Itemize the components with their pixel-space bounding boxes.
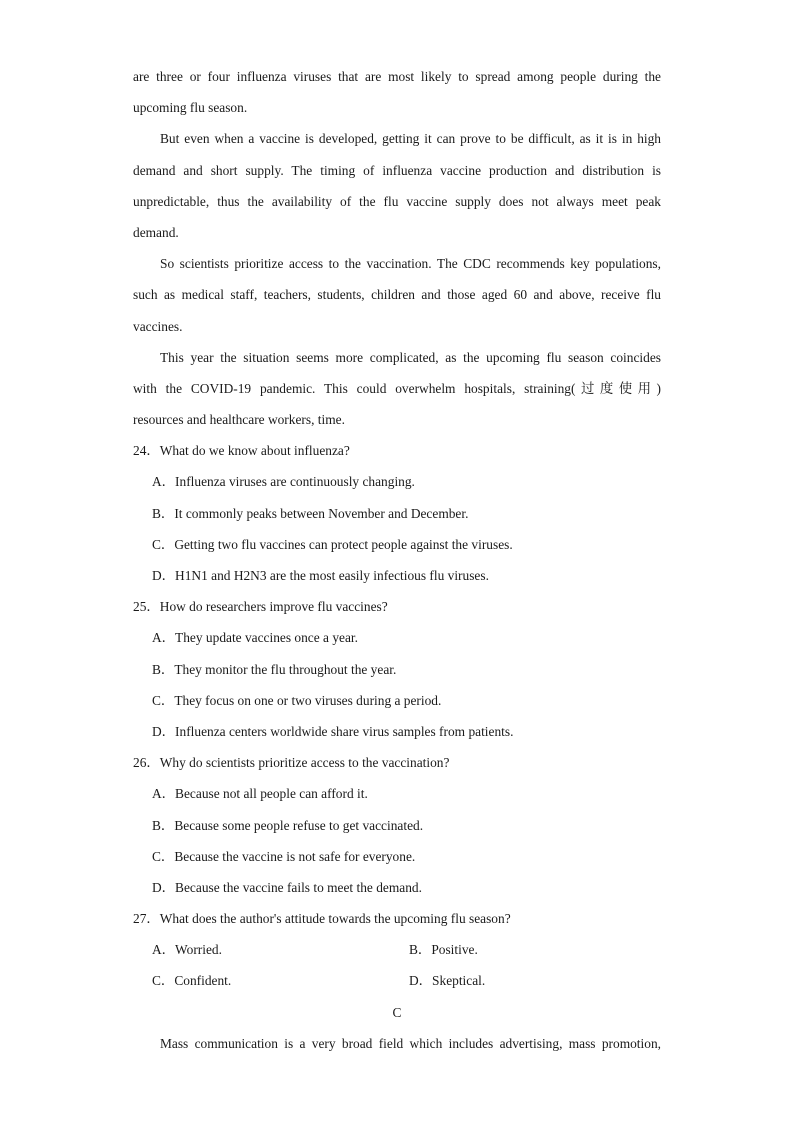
passage-line: This year the situation seems more complicated, as the upcoming flu season coincides — [160, 349, 661, 365]
passage-line: demand. — [133, 224, 179, 240]
question-stem: 26．Why do scientists prioritize access to the vaccination? — [133, 755, 450, 771]
answer-option-row — [133, 965, 661, 996]
passage-b — [133, 61, 661, 435]
question-24 — [133, 435, 661, 591]
answer-option: C．Confident. — [152, 973, 232, 989]
question-26 — [133, 747, 661, 903]
answer-option: B．Positive. — [409, 942, 478, 958]
passage-line: with the COVID-19 pandemic. This could overwhelm hospitals, straining(过度使用) — [133, 380, 661, 396]
answer-option: D．Influenza centers worldwide share virus samples from patients. — [152, 723, 514, 739]
question-stem: 25．How do researchers improve flu vaccines? — [133, 599, 388, 615]
answer-option: B．It commonly peaks between November and December. — [152, 505, 469, 521]
question-27 — [133, 903, 661, 997]
question-stem: 24．What do we know about influenza? — [133, 443, 350, 459]
answer-option: A．Influenza viruses are continuously changing. — [152, 474, 415, 490]
answer-option: A．They update vaccines once a year. — [152, 630, 358, 646]
answer-option: D．Skeptical. — [409, 973, 486, 989]
section-heading: C — [392, 1004, 402, 1020]
passage-line: demand and short supply. The timing of influenza vaccine production and distribution is — [133, 162, 661, 178]
question-25 — [133, 591, 661, 747]
passage-line: such as medical staff, teachers, students, children and those aged 60 and above, receive flu — [133, 287, 661, 303]
answer-option: D．H1N1 and H2N3 are the most easily infectious flu viruses. — [152, 568, 489, 583]
answer-option: B．They monitor the flu throughout the year. — [152, 661, 397, 677]
question-stem: 27．What does the author's attitude towards the upcoming flu season? — [133, 911, 511, 927]
answer-option-row — [133, 934, 661, 965]
document-page — [133, 61, 661, 1059]
passage-line: So scientists prioritize access to the vaccination. The CDC recommends key populations, — [160, 256, 661, 272]
answer-option: A．Because not all people can afford it. — [152, 786, 368, 802]
answer-option: D．Because the vaccine fails to meet the demand. — [152, 879, 422, 895]
passage-line: unpredictable, thus the availability of the flu vaccine supply does not always meet peak — [133, 193, 661, 209]
answer-option: B．Because some people refuse to get vaccinated. — [152, 817, 424, 833]
answer-option: C．They focus on one or two viruses during a period. — [152, 692, 442, 708]
answer-option: A．Worried. — [152, 942, 222, 958]
passage-line: But even when a vaccine is developed, getting it can prove to be difficult, as it is in high — [160, 131, 661, 147]
passage-line: resources and healthcare workers, time. — [133, 412, 345, 428]
passage-line: are three or four influenza viruses that are most likely to spread among people during the — [133, 69, 661, 84]
answer-option: C．Getting two flu vaccines can protect people against the viruses. — [152, 536, 513, 552]
passage-line: vaccines. — [133, 318, 183, 334]
passage-c — [133, 997, 661, 1059]
answer-option: C．Because the vaccine is not safe for everyone. — [152, 848, 416, 864]
passage-line: upcoming flu season. — [133, 100, 248, 116]
passage-line: Mass communication is a very broad field which includes advertising, mass promotion, — [160, 1035, 661, 1051]
